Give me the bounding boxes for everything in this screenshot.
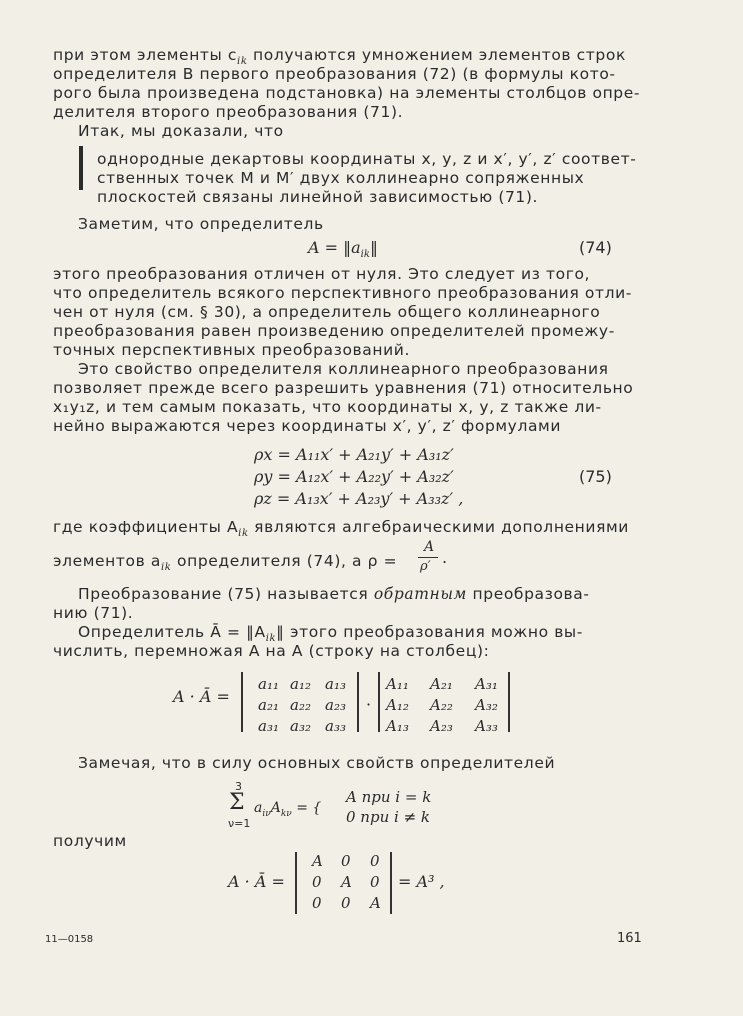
matrix-cell: A₃₂ (475, 696, 498, 714)
text-line: x₁y₁z, и тем самым показать, что координаты x, y, z также ли- (53, 398, 602, 416)
matrix-cell: a₁₁ (258, 675, 279, 693)
highlight-line: плоскостей связаны линейной зависимостью (71). (97, 188, 539, 206)
final-rhs: = A³ , (398, 872, 445, 891)
printer-signature: 11—0158 (45, 934, 94, 945)
det-bar (241, 672, 243, 732)
text-line: числить, перемножая A на A (строку на столбец): (53, 642, 490, 660)
matrix-cell: A (370, 894, 381, 912)
matrix-cell: A₂₂ (430, 696, 453, 714)
text-line: позволяет прежде всего разрешить уравнения (71) относительно (53, 379, 634, 397)
matrix-cell: a₂₃ (325, 696, 346, 714)
equation-75-line: ρx = A₁₁x′ + A₂₁y′ + A₃₁z′ (254, 445, 454, 464)
det-bar (295, 852, 297, 914)
case-line: A при i = k (346, 788, 432, 806)
equation-75-line: ρy = A₁₂x′ + A₂₂y′ + A₃₂z′ (254, 467, 454, 486)
matrix-cell: a₁₂ (290, 675, 311, 693)
equation-number: (74) (579, 238, 612, 257)
matrix-cell: A₁₁ (386, 675, 409, 693)
text-line: чен от нуля (см. § 30), а определитель общего коллинеарного (53, 303, 601, 321)
matrix-cell: a₃₃ (325, 717, 346, 735)
fraction-bar (418, 557, 438, 558)
matrix-cell: 0 (341, 894, 351, 912)
text-line: Итак, мы доказали, что (78, 122, 284, 140)
text-line: определителя B первого преобразования (72) (в формулы кото- (53, 65, 616, 83)
matrix-cell: A (312, 852, 323, 870)
text-line: нейно выражаются через координаты x′, y′, z′ формулами (53, 417, 562, 435)
final-lhs: A · Ā = (228, 872, 285, 891)
text-line: при этом элементы $c_{ik}$ получаются умножением элементов строк (53, 46, 626, 68)
matrix-cell: A₂₁ (430, 675, 453, 693)
text-line: где коэффициенты $A_{ik}$ являются алгебраическими дополнениями (53, 518, 629, 540)
text-line: Определитель Ā = $‖A_{ik}‖$ этого преобразования можно вы- (78, 623, 583, 645)
sum-lower-limit: ν=1 (228, 817, 251, 830)
matrix-cell: a₃₁ (258, 717, 279, 735)
matrix-cell: A₁₂ (386, 696, 409, 714)
period: . (442, 548, 448, 567)
text-line: Замечая, что в силу основных свойств определителей (78, 754, 556, 772)
rho-denominator: ρ′ (420, 559, 431, 574)
text-line: нию (71). (53, 604, 134, 622)
text-line: этого преобразования отличен от нуля. Это следует из того, (53, 265, 591, 283)
highlight-line: однородные декартовы координаты x, y, z и x′, y′, z′ соответ- (97, 150, 637, 168)
text-line: получим (53, 832, 127, 850)
text-line: элементов $a_{ik}$ определителя (74), а ρ = (53, 552, 398, 574)
text-line: рого была произведена подстановка) на элементы столбцов опре- (53, 84, 641, 102)
text-line: делителя второго преобразования (71). (53, 103, 404, 121)
product-lhs: A · Ā = (173, 687, 230, 706)
matrix-cell: A₂₃ (430, 717, 453, 735)
dot-operator: · (366, 695, 372, 714)
text-line: Заметим, что определитель (78, 215, 324, 233)
text-line: точных перспективных преобразований. (53, 341, 410, 359)
matrix-cell: 0 (341, 852, 351, 870)
sum-body: $a_{i\nu}A_{k\nu}$ = { (254, 800, 322, 819)
rho-numerator: A (424, 539, 435, 555)
matrix-cell: a₃₂ (290, 717, 311, 735)
det-bar (390, 852, 392, 914)
matrix-cell: A₁₃ (386, 717, 409, 735)
equation-number: (75) (579, 467, 612, 486)
matrix-cell: a₂₂ (290, 696, 311, 714)
matrix-cell: 0 (312, 894, 322, 912)
matrix-cell: a₂₁ (258, 696, 279, 714)
page-number: 161 (617, 931, 642, 946)
highlight-bar (79, 146, 83, 190)
text-line: Это свойство определителя коллинеарного преобразования (78, 360, 609, 378)
sum-sign: Σ (229, 790, 245, 815)
det-bar (357, 672, 359, 732)
det-bar (508, 672, 510, 732)
sum-upper-limit: 3 (235, 780, 242, 793)
text-line: Преобразование (75) называется обратным преобразова- (78, 585, 590, 603)
matrix-cell: A (341, 873, 352, 891)
equation-74: $A = ‖a_{ik}‖$ (308, 238, 378, 261)
matrix-cell: 0 (312, 873, 322, 891)
matrix-cell: A₃₁ (475, 675, 498, 693)
matrix-cell: A₃₃ (475, 717, 498, 735)
det-bar (378, 672, 380, 732)
matrix-cell: 0 (370, 852, 380, 870)
case-line: 0 при i ≠ k (346, 808, 430, 826)
highlight-line: ственных точек M и M′ двух коллинеарно сопряженных (97, 169, 585, 187)
text-line: преобразования равен произведению определителей промежу- (53, 322, 615, 340)
matrix-cell: a₁₃ (325, 675, 346, 693)
equation-75-line: ρz = A₁₃x′ + A₂₃y′ + A₃₃z′ , (254, 489, 464, 508)
text-line: что определитель всякого перспективного преобразования отли- (53, 284, 632, 302)
matrix-cell: 0 (370, 873, 380, 891)
